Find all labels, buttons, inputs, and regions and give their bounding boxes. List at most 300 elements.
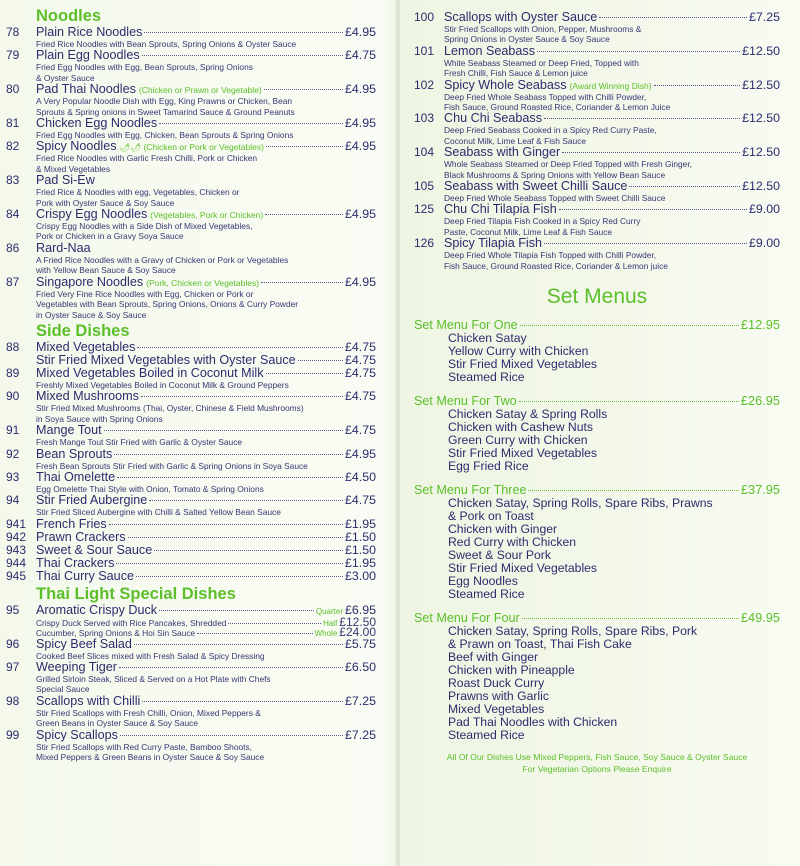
item-description <box>6 153 376 174</box>
description-line: Fried Very Fine Rice Noodles with Egg, Chicken or Pork or <box>36 288 254 299</box>
item-name: Spicy Whole Seabass <box>444 77 567 92</box>
menu-item <box>414 237 780 271</box>
item-row <box>414 79 780 92</box>
item-description <box>6 403 376 424</box>
menu-item <box>6 26 376 49</box>
description-line: Special Sauce <box>36 684 90 695</box>
description-line: Whole Seabass Steamed or Deep Fried Topped with Fresh Ginger, <box>444 159 692 170</box>
dot-leader <box>519 401 739 402</box>
item-row <box>6 276 376 289</box>
item-name: Crispy Egg Noodles <box>36 207 148 222</box>
item-name: Mixed Vegetables Boiled in Coconut Milk <box>36 365 264 380</box>
item-number: 102 <box>414 77 435 92</box>
item-note: (Pork, Chicken or Vegetables) <box>146 277 260 288</box>
item-row <box>6 26 376 39</box>
dot-leader <box>114 454 343 455</box>
item-name: French Fries <box>36 516 107 531</box>
item-number: 101 <box>414 43 435 58</box>
set-menu-dish: Yellow Curry with Chicken <box>448 344 589 359</box>
item-name: Bean Sprouts <box>36 446 113 461</box>
dot-leader <box>264 89 343 90</box>
item-name: Thai Crackers <box>36 555 115 570</box>
description-line: Fried Egg Noodles with Egg, Chicken, Bean Sprouts & Spring Onions <box>36 130 294 141</box>
dot-leader <box>629 186 740 187</box>
dot-leader <box>154 550 343 551</box>
description-line: Deep Fried Tilapia Fish Cooked in a Spicy Red Curry <box>444 216 641 227</box>
description-line: Coconut Milk, Lime Leaf & Fish Sauce <box>444 135 586 146</box>
item-row <box>414 203 780 216</box>
dot-leader <box>197 633 312 634</box>
menu-item <box>6 83 376 117</box>
item-price: £24.00 <box>339 625 376 640</box>
set-menu-dish: Chicken Satay, Spring Rolls, Spare Ribs, Prawns <box>448 496 713 511</box>
item-price: £5.75 <box>344 636 376 651</box>
item-name: Lemon Seabass <box>444 43 536 58</box>
item-price: £4.75 <box>344 389 376 404</box>
set-menu-dish: Chicken with Pineapple <box>448 663 575 678</box>
set-menu-dish: Egg Noodles <box>448 574 518 589</box>
item-description <box>6 62 376 83</box>
description-line: & Mixed Vegetables <box>36 163 111 174</box>
item-price: £4.95 <box>344 274 376 289</box>
portion-label: Quarter <box>315 606 343 616</box>
dot-leader <box>159 610 314 611</box>
item-price: £12.50 <box>742 111 780 126</box>
dot-leader <box>144 32 343 33</box>
description-line: Deep Fried Whole Tilapia Fish Topped with Chilli Powder, <box>444 250 657 261</box>
item-price: £6.50 <box>344 659 376 674</box>
menu-item <box>6 140 376 174</box>
item-price: £6.95 <box>344 602 376 617</box>
item-price: £1.95 <box>344 555 376 570</box>
item-number: 96 <box>6 636 20 651</box>
item-note: (Award Winning Dish) <box>569 80 652 91</box>
item-number: 125 <box>414 202 435 217</box>
footer-line: For Vegetarian Options Please Enquire <box>522 764 672 775</box>
item-description <box>6 289 376 320</box>
menu-item <box>6 557 376 570</box>
item-price: £9.00 <box>748 236 780 251</box>
menu-item <box>6 570 376 583</box>
item-number: 88 <box>6 339 20 354</box>
description-line: Stir Fried Sliced Aubergine with Chilli & Salted Yellow Bean Sauce <box>36 507 281 518</box>
set-menu <box>414 393 780 473</box>
item-price: £4.95 <box>344 446 376 461</box>
dot-leader <box>599 17 747 18</box>
item-description <box>6 255 376 276</box>
item-number: 86 <box>6 240 20 255</box>
menu-item <box>6 661 376 695</box>
dot-leader <box>537 51 740 52</box>
dot-leader <box>117 477 343 478</box>
description-line: Fish Sauce, Ground Roasted Rice, Coriander & Lemon Juice <box>444 102 671 113</box>
description-line: Vegetables with Bean Sprouts, Spring Onions, Onions & Curry Powder <box>36 299 299 310</box>
description-line: Fried Egg Noodles with Egg, Bean Sprouts, Spring Onions <box>36 62 253 73</box>
item-number: 84 <box>6 207 20 222</box>
item-price: £7.25 <box>344 727 376 742</box>
item-price: £9.00 <box>748 202 780 217</box>
description-line: A Fried Rice Noodles with a Gravy of Chicken or Pork or Vegetables <box>36 254 289 265</box>
item-name: Sweet & Sour Sauce <box>36 542 153 557</box>
description-line: Cooked Beef Slices mixed with Fresh Salad & Spicy Dressing <box>36 650 265 661</box>
description-line: Pork with Oyster Sauce & Soy Sauce <box>36 197 175 208</box>
menu-item <box>6 367 376 390</box>
item-price: £4.95 <box>344 82 376 97</box>
set-menu-header <box>414 610 780 625</box>
set-menu-dish: Red Curry with Chicken <box>448 535 577 550</box>
set-menu-dish: Steamed Rice <box>448 370 525 385</box>
menu-item <box>6 390 376 424</box>
item-price: £3.00 <box>344 568 376 583</box>
item-number: 104 <box>414 145 435 160</box>
item-price: £4.75 <box>344 339 376 354</box>
item-number: 80 <box>6 82 20 97</box>
item-row <box>6 638 376 651</box>
set-menu-dish: Mixed Vegetables <box>448 702 545 717</box>
item-row <box>414 112 780 125</box>
item-price: £4.95 <box>344 116 376 131</box>
item-number: 945 <box>6 568 27 583</box>
item-name: Singapore Noodles <box>36 274 144 289</box>
description-line: A Very Popular Noodle Dish with Egg, King Prawns or Chicken, Bean <box>36 96 293 107</box>
menu-item <box>6 49 376 83</box>
set-menu-header <box>414 317 780 332</box>
item-number: 82 <box>6 139 20 154</box>
item-number: 79 <box>6 48 20 63</box>
item-number: 81 <box>6 116 20 131</box>
dot-leader <box>544 118 740 119</box>
item-name: Thai Curry Sauce <box>36 568 134 583</box>
item-number: 105 <box>414 179 435 194</box>
menu-item <box>6 448 376 471</box>
item-number: 95 <box>6 602 20 617</box>
item-price: £4.75 <box>344 365 376 380</box>
set-menu-dish: Chicken Satay & Spring Rolls <box>448 407 608 422</box>
set-menu-dish: Chicken Satay, Spring Rolls, Spare Ribs, Pork <box>448 624 698 639</box>
item-row <box>6 354 376 367</box>
set-menu-dish: Pad Thai Noodles with Chicken <box>448 715 618 730</box>
item-row <box>6 390 376 403</box>
dot-leader <box>136 576 343 577</box>
menu-item <box>6 117 376 140</box>
item-row <box>6 570 376 583</box>
item-description <box>6 742 376 763</box>
description-line: Stir Fried Mixed Mushrooms (Thai, Oyster, Chinese & Field Mushrooms) <box>36 403 304 414</box>
description-line: Fresh Chilli, Fish Sauce & Lemon juice <box>444 68 588 79</box>
description-line: with Yellow Bean Sauce & Soy Sauce <box>36 265 176 276</box>
dot-leader <box>137 347 343 348</box>
description-line: Freshly Mixed Vegetables Boiled in Coconut Milk & Ground Peppers <box>36 379 289 390</box>
dot-leader <box>266 373 343 374</box>
description-line: Stir Fried Scallops with Onion, Pepper, Mushrooms & <box>444 24 642 34</box>
description-line: Sprouts & Spring onions in Sweet Tamarind Sauce & Ground Peanuts <box>36 106 295 117</box>
item-row <box>6 661 376 674</box>
menu-item <box>6 518 376 531</box>
dot-leader <box>149 500 343 501</box>
dot-leader <box>562 152 740 153</box>
item-name: Chu Chi Tilapia Fish <box>444 202 557 217</box>
set-menu-dish: Prawns with Garlic <box>448 689 549 704</box>
item-number: 103 <box>414 111 435 126</box>
item-number: 942 <box>6 529 27 544</box>
page-fold <box>395 0 401 866</box>
item-description: Cucumber, Spring Onions & Hoi Sin Sauce <box>36 628 196 639</box>
item-description <box>414 58 780 79</box>
set-menu-header <box>414 393 780 408</box>
set-menu-dish: Steamed Rice <box>448 728 525 743</box>
menu-item <box>6 424 376 447</box>
side-dishes-list <box>6 341 376 583</box>
item-note: (Vegetables, Pork or Chicken) <box>150 210 264 221</box>
item-number: 941 <box>6 516 27 531</box>
item-row <box>6 518 376 531</box>
item-description <box>6 96 376 117</box>
dot-leader <box>266 146 343 147</box>
menu-item <box>414 45 780 79</box>
item-number: 83 <box>6 173 20 188</box>
item-number: 93 <box>6 469 20 484</box>
set-menu-dish: Chicken with Cashew Nuts <box>448 420 593 435</box>
duck-portion-row <box>36 614 376 629</box>
dot-leader <box>528 490 738 491</box>
item-number: 98 <box>6 693 20 708</box>
item-name: Mixed Vegetables <box>36 339 136 354</box>
set-menu-dish: & Prawn on Toast, Thai Fish Cake <box>448 637 632 652</box>
item-name: Aromatic Crispy Duck <box>36 602 158 617</box>
item-note: 🌶🌶 (Chicken or Pork or Vegetables) <box>119 142 264 153</box>
description-line: Deep Fried Whole Seabass Topped with Chilli Powder, <box>444 91 647 102</box>
light-dishes-heading: Thai Light Special Dishes <box>36 584 236 603</box>
noodles-list <box>6 26 376 320</box>
item-price: £4.95 <box>344 139 376 154</box>
item-name: Stir Fried Aubergine <box>36 493 148 508</box>
description-line: Pork or Chicken in a Gravy Soya Sauce <box>36 231 184 242</box>
description-line: Fresh Mange Tout Stir Fried with Garlic & Oyster Sauce <box>36 437 243 448</box>
set-menu-dish: Chicken with Ginger <box>448 522 558 537</box>
item-name: Scallops with Oyster Sauce <box>444 10 598 24</box>
item-number: 92 <box>6 446 20 461</box>
item-name: Seabass with Ginger <box>444 145 561 160</box>
item-description: Crispy Duck Served with Rice Pancakes, Shredded <box>36 617 227 628</box>
item-price: £4.75 <box>344 423 376 438</box>
menu-item <box>414 180 780 203</box>
item-number: 89 <box>6 365 20 380</box>
description-line: Paste, Coconut Milk, Lime Leaf & Fish Sauce <box>444 226 613 237</box>
item-note: (Chicken or Prawn or Vegetable) <box>138 85 262 96</box>
dot-leader <box>120 735 343 736</box>
description-line: Fried Rice Noodles with Garlic Fresh Chilli, Pork or Chicken <box>36 153 258 164</box>
dot-leader <box>159 123 343 124</box>
item-row <box>414 180 780 193</box>
item-number: 943 <box>6 542 27 557</box>
item-row <box>6 83 376 96</box>
menu-item <box>414 203 780 237</box>
side-dishes-heading: Side Dishes <box>36 321 130 340</box>
item-description <box>414 125 780 146</box>
item-price: £4.95 <box>344 207 376 222</box>
menu-item <box>6 729 376 763</box>
item-price: £12.50 <box>742 43 780 58</box>
item-name: Rard-Naa <box>36 240 91 255</box>
set-menu-dish: Steamed Rice <box>448 587 525 602</box>
set-menus-list <box>414 317 780 742</box>
menu-item <box>414 11 780 45</box>
menu-item <box>414 146 780 180</box>
dot-leader <box>128 537 343 538</box>
item-name: Plain Rice Noodles <box>36 25 143 39</box>
item-name: Spicy Beef Salad <box>36 636 132 651</box>
dot-leader <box>261 282 343 283</box>
item-row <box>6 341 376 354</box>
item-number: 944 <box>6 555 27 570</box>
item-row <box>6 695 376 708</box>
description-line: Egg Omelette Thai Style with Onion, Tomato & Spring Onions <box>36 483 264 494</box>
menu-item <box>6 531 376 544</box>
item-number: 78 <box>6 25 20 39</box>
item-name: Thai Omelette <box>36 469 116 484</box>
item-row <box>6 448 376 461</box>
item-row <box>414 11 780 24</box>
menu-item <box>6 544 376 557</box>
item-row <box>6 367 376 380</box>
description-line: Fresh Bean Sprouts Stir Fried with Garlic & Spring Onions in Soya Sauce <box>36 460 308 471</box>
set-menu-header <box>414 482 780 497</box>
menu-item <box>6 174 376 208</box>
item-row <box>414 45 780 58</box>
item-number: 91 <box>6 423 20 438</box>
item-row <box>6 208 376 221</box>
item-name: Scallops with Chilli <box>36 693 141 708</box>
item-price: £7.25 <box>748 10 780 24</box>
dot-leader <box>142 701 343 702</box>
description-line: Fried Rice Noodles with Bean Sprouts, Spring Onions & Oyster Sauce <box>36 39 297 49</box>
dot-leader <box>119 667 343 668</box>
item-price: £12.50 <box>742 145 780 160</box>
item-name: Pad Si-Ew <box>36 173 95 188</box>
item-description <box>414 159 780 180</box>
description-line: Stir Fried Scallops with Red Curry Paste, Bamboo Shoots, <box>36 741 252 752</box>
set-menu-dish: & Pork on Toast <box>448 509 534 524</box>
item-row <box>6 729 376 742</box>
item-price: £12.50 <box>742 77 780 92</box>
item-row <box>6 471 376 484</box>
menu-item <box>6 695 376 729</box>
set-menu-price: £49.95 <box>740 610 780 626</box>
item-name: Spicy Noodles <box>36 139 117 154</box>
description-line: Grilled Sirloin Steak, Sliced & Served on a Hot Plate with Chefs <box>36 673 271 684</box>
footer-note <box>414 751 780 775</box>
item-row <box>414 237 780 250</box>
dot-leader <box>544 243 747 244</box>
item-price: £1.50 <box>344 529 376 544</box>
dot-leader <box>142 55 343 56</box>
item-name: Weeping Tiger <box>36 659 117 674</box>
item-row <box>6 140 376 153</box>
menu-item <box>6 242 376 276</box>
item-description <box>6 221 376 242</box>
menu-item <box>6 471 376 494</box>
item-description <box>6 437 376 447</box>
description-line: Fish Sauce, Ground Roasted Rice, Coriander & Lemon juice <box>444 260 668 271</box>
menu-item <box>6 638 376 661</box>
description-line: Fried Rice & Noodles with egg, Vegetables, Chicken or <box>36 187 240 198</box>
item-description <box>6 674 376 695</box>
item-number: 126 <box>414 236 435 251</box>
right-column <box>414 0 780 775</box>
set-menu-price: £26.95 <box>740 393 780 409</box>
set-menu-price: £37.95 <box>740 482 780 498</box>
description-line: in Soya Sauce with Spring Onions <box>36 413 163 424</box>
item-name: Spicy Tilapia Fish <box>444 236 542 251</box>
item-description <box>6 708 376 729</box>
description-line: Deep Fried Seabass Cooked in a Spicy Red Curry Paste, <box>444 125 657 136</box>
set-menu-name: Set Menu For Three <box>414 483 527 498</box>
menu-item <box>414 112 780 146</box>
item-number: 100 <box>414 10 435 24</box>
set-menu-name: Set Menu For Four <box>414 611 520 626</box>
menu-item <box>414 79 780 113</box>
item-name: Mixed Mushrooms <box>36 389 139 404</box>
item-price: £4.75 <box>344 352 376 367</box>
description-line: Deep Fried Whole Seabass Topped with Sweet Chilli Sauce <box>444 193 666 204</box>
description-line: & Oyster Sauce <box>36 72 95 83</box>
item-row <box>6 49 376 62</box>
dot-leader <box>265 214 343 215</box>
dot-leader <box>141 396 343 397</box>
item-description <box>6 187 376 208</box>
item-price: £1.50 <box>344 542 376 557</box>
duck-portion-row <box>36 625 376 640</box>
description-line: White Seabass Steamed or Deep Fried, Topped with <box>444 57 639 68</box>
item-number: 99 <box>6 727 20 742</box>
menu-item <box>6 341 376 354</box>
item-number: 94 <box>6 493 20 508</box>
item-description <box>414 250 780 271</box>
description-line: Crispy Egg Noodles with a Side Dish of Mixed Vegetables, <box>36 221 253 232</box>
item-name: Prawn Crackers <box>36 529 126 544</box>
menu-item-aromatic-duck <box>6 604 376 638</box>
dot-leader <box>134 644 343 645</box>
menu-item <box>6 494 376 517</box>
dot-leader <box>522 618 739 619</box>
set-menu-dish: Roast Duck Curry <box>448 676 545 691</box>
item-name: Mange Tout <box>36 423 102 438</box>
set-menu-dish: Chicken Satay <box>448 331 527 346</box>
portion-label: Whole <box>314 629 338 639</box>
dot-leader <box>109 524 343 525</box>
portion-label: Half <box>323 618 338 628</box>
item-name: Chu Chi Seabass <box>444 111 543 126</box>
item-price: £12.50 <box>742 179 780 194</box>
item-price: £1.95 <box>344 516 376 531</box>
description-line: Green Beans in Oyster Sauce & Soy Sauce <box>36 718 199 729</box>
item-description <box>414 92 780 113</box>
set-menu-dish: Egg Fried Rice <box>448 459 529 474</box>
item-row <box>6 557 376 570</box>
menu-item <box>6 208 376 242</box>
item-number: 87 <box>6 274 20 289</box>
light-dishes-list <box>6 638 376 763</box>
item-row <box>6 544 376 557</box>
set-menus-heading: Set Menus <box>546 285 648 309</box>
item-price: £12.50 <box>339 614 376 629</box>
item-price: £7.25 <box>344 693 376 708</box>
item-row <box>6 494 376 507</box>
dot-leader <box>520 325 739 326</box>
set-menu-dish: Stir Fried Mixed Vegetables <box>448 561 598 576</box>
set-menu <box>414 610 780 742</box>
menu-item <box>6 276 376 320</box>
